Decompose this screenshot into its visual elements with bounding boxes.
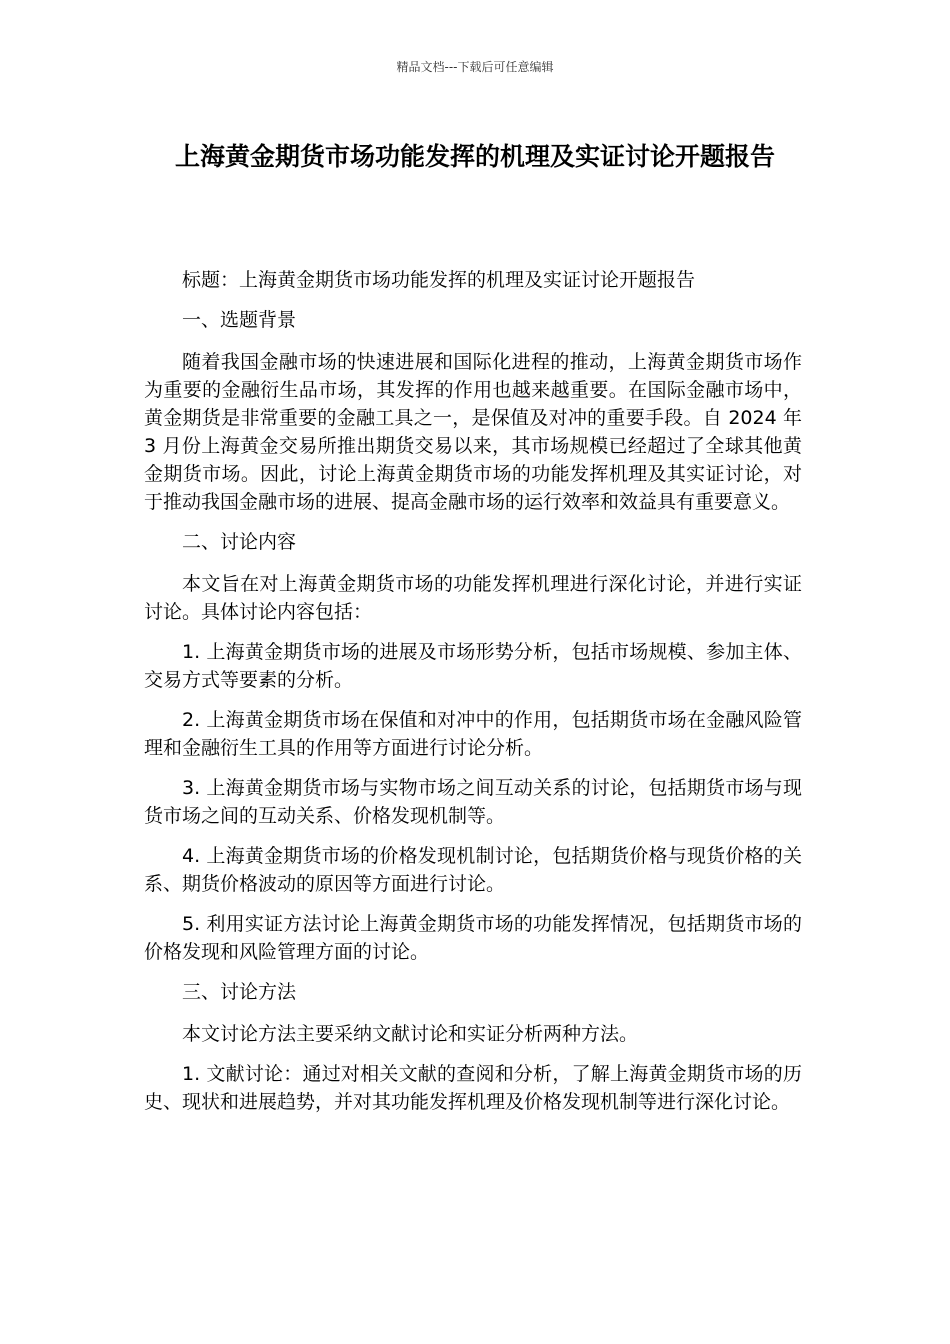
section-heading-content: 二、讨论内容 bbox=[182, 531, 297, 553]
method-intro-paragraph: 本文讨论方法主要采纳文献讨论和实证分析两种方法。 bbox=[182, 1023, 639, 1045]
content-item-1: 1. 上海黄金期货市场的进展及市场形势分析，包括市场规模、参加主体、交易方式等要素的分析。 bbox=[144, 641, 802, 691]
content-item-3: 3. 上海黄金期货市场与实物市场之间互动关系的讨论，包括期货市场与现货市场之间的互动关系、价格发现机制等。 bbox=[144, 777, 802, 827]
content-item-5: 5. 利用实证方法讨论上海黄金期货市场的功能发挥情况，包括期货市场的价格发现和风险管理方面的讨论。 bbox=[144, 913, 802, 963]
section-heading-background: 一、选题背景 bbox=[182, 309, 297, 331]
content-intro-paragraph: 本文旨在对上海黄金期货市场的功能发挥机理进行深化讨论，并进行实证讨论。具体讨论内容包括： bbox=[144, 573, 802, 623]
document-title: 上海黄金期货市场功能发挥的机理及实证讨论开题报告 bbox=[174, 142, 775, 171]
content-item-2: 2. 上海黄金期货市场在保值和对冲中的作用，包括期货市场在金融风险管理和金融衍生工具的作用等方面进行讨论分析。 bbox=[144, 709, 802, 759]
section-heading-method: 三、讨论方法 bbox=[182, 981, 297, 1003]
document-body bbox=[144, 266, 802, 1128]
background-paragraph: 随着我国金融市场的快速进展和国际化进程的推动，上海黄金期货市场作为重要的金融衍生品市场，其发挥的作用也越来越重要。在国际金融市场中，黄金期货是非常重要的金融工具之一，是保值及对冲的重要手段。自 2024 年 3 月份上海黄金交易所推出期货交易以来，其市场规模已经超过了全球其他黄金期货市场。因此，讨论上海黄金期货市场的功能发挥机理及其实证讨论，对于推动我国金融市场的进展、提高金融市场的运行效率和效益具有重要意义。 bbox=[144, 351, 802, 513]
method-item-1: 1. 文献讨论：通过对相关文献的查阅和分析，了解上海黄金期货市场的历史、现状和进展趋势，并对其功能发挥机理及价格发现机制等进行深化讨论。 bbox=[144, 1063, 802, 1113]
subject-line: 标题：上海黄金期货市场功能发挥的机理及实证讨论开题报告 bbox=[182, 269, 696, 291]
header-note: 精品文档---下载后可任意编辑 bbox=[396, 60, 554, 74]
content-item-4: 4. 上海黄金期货市场的价格发现机制讨论，包括期货价格与现货价格的关系、期货价格波动的原因等方面进行讨论。 bbox=[144, 845, 802, 895]
